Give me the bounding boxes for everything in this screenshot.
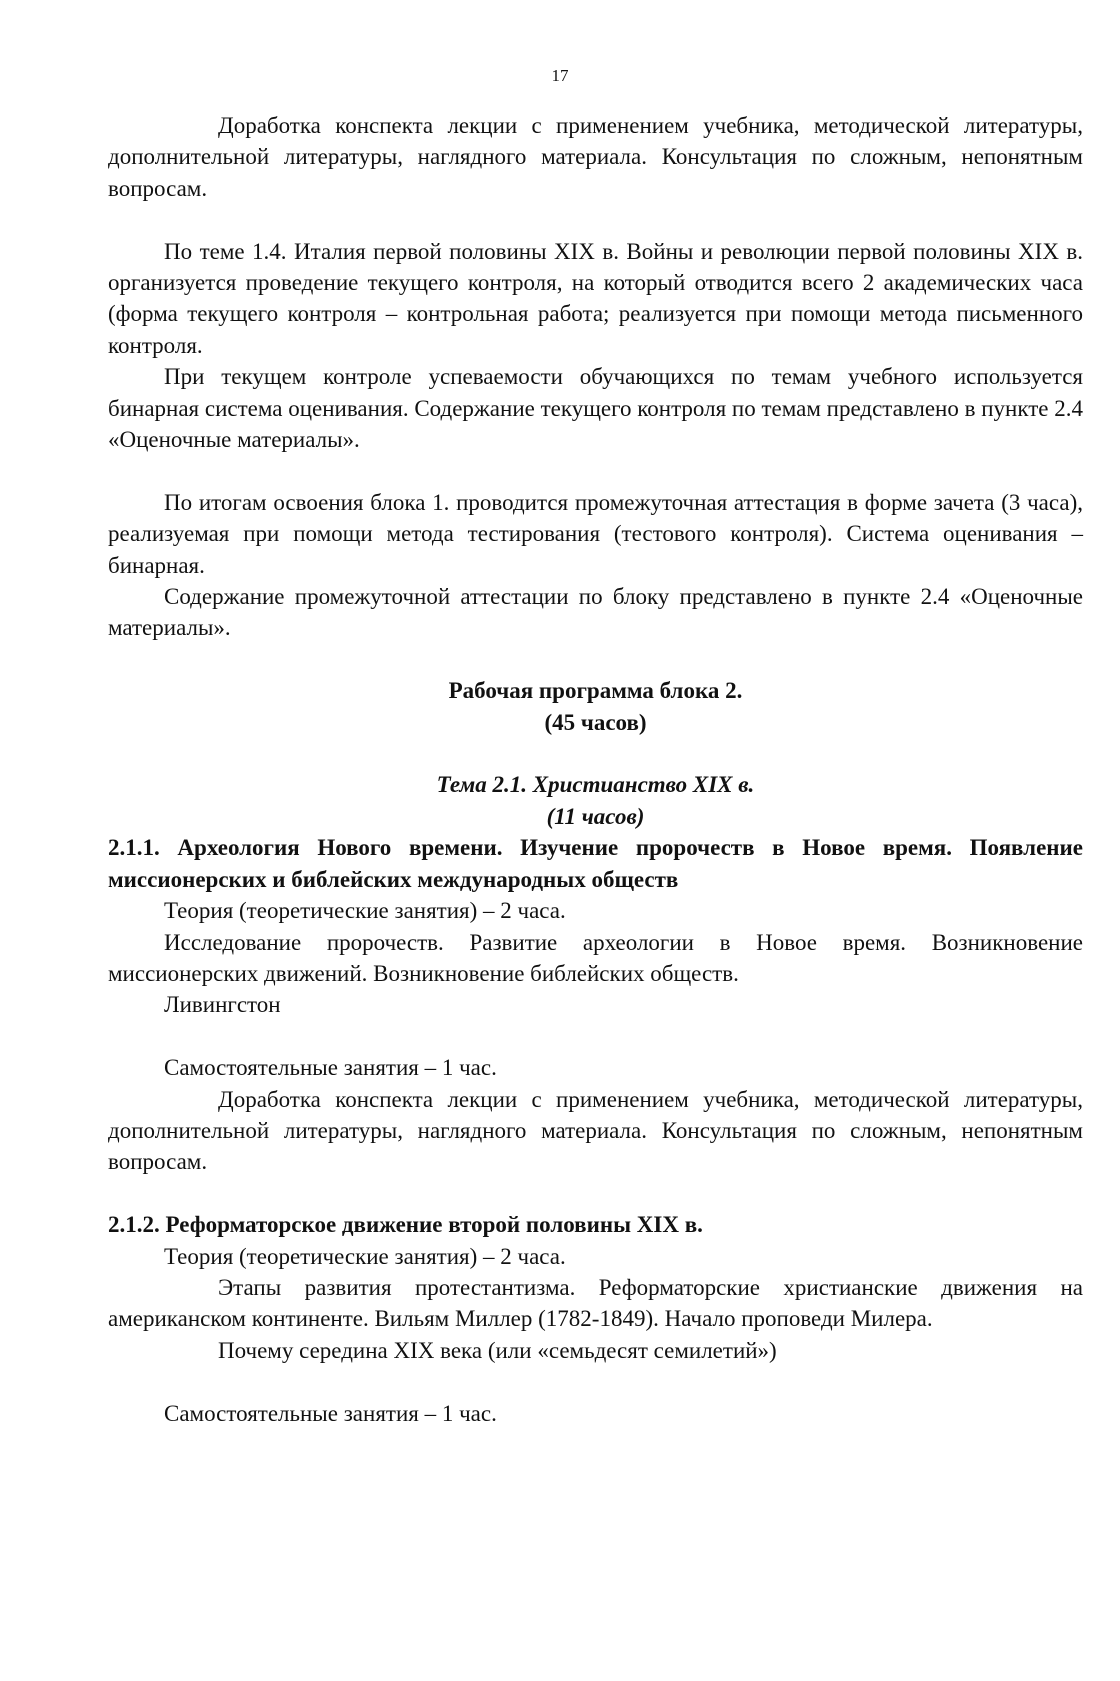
section-heading-2-1-1: 2.1.1. Археология Нового времени. Изучение пророчеств в Новое время. Появление миссионерских и библейских международных обществ: [108, 835, 1083, 892]
block-hours: (45 часов): [544, 709, 647, 735]
spacer: [108, 1021, 1083, 1052]
theme-hours: (11 часов): [546, 803, 645, 829]
theory-hours-2: Теория (теоретические занятия) – 2 часа.: [164, 1243, 566, 1269]
spacer: [108, 1366, 1083, 1397]
paragraph-lecture-rework-2: Доработка конспекта лекции с применением учебника, методической литературы, дополнительной литературы, наглядного материала. Консультация по сложным, непонятным вопросам.: [108, 1086, 1083, 1175]
theory-hours-1: Теория (теоретические занятия) – 2 часа.: [164, 898, 566, 924]
spacer: [108, 204, 1083, 235]
paragraph-interim-attestation: По итогам освоения блока 1. проводится промежуточная аттестация в форме зачета (3 часа), реализуемая при помощи метода тестирования (тестового контроля). Система оценивания – бинарная.: [108, 489, 1083, 578]
paragraph-mid-century: Почему середина XIX века (или «семьдесят семилетий»): [218, 1337, 777, 1363]
theme-title: Тема 2.1. Христианство XIX в.: [436, 772, 755, 798]
spacer: [108, 644, 1083, 675]
paragraph-prophecy-research: Исследование пророчеств. Развитие археологии в Новое время. Возникновение миссионерских движений. Возникновение библейских обществ.: [108, 929, 1083, 986]
paragraph-livingstone: Ливингстон: [164, 992, 281, 1018]
spacer: [108, 738, 1083, 769]
paragraph-lecture-rework-1: Доработка конспекта лекции с применением учебника, методической литературы, дополнительной литературы, наглядного материала. Консультация по сложным, непонятным вопросам.: [108, 113, 1083, 201]
paragraph-protestantism: Этапы развития протестантизма. Реформаторские христианские движения на американском континенте. Вильям Миллер (1782-1849). Начало проповеди Милера.: [108, 1274, 1083, 1332]
paragraph-grading-system: При текущем контроле успеваемости обучающихся по темам учебного используется бинарная система оценивания. Содержание текущего контроля по темам представлено в пункте 2.4 «Оценочные материалы».: [108, 364, 1083, 453]
self-study-hours-1: Самостоятельные занятия – 1 час.: [164, 1055, 497, 1081]
block-title: Рабочая программа блока 2.: [448, 678, 743, 704]
paragraph-current-control: По теме 1.4. Италия первой половины XIX в. Войны и революции первой половины XIX в. организуется проведение текущего контроля, на который отводится всего 2 академических часа (форма текущего контроля – контрольная работа; реализуется при помощи метода письменного контроля.: [108, 238, 1083, 358]
self-study-hours-2: Самостоятельные занятия – 1 час.: [164, 1400, 497, 1426]
paragraph-attestation-content: Содержание промежуточной аттестации по блоку представлено в пункте 2.4 «Оценочные материалы».: [108, 584, 1083, 641]
section-heading-2-1-2: 2.1.2. Реформаторское движение второй половины XIX в.: [108, 1212, 703, 1238]
spacer: [108, 455, 1083, 486]
spacer: [108, 1178, 1083, 1209]
page-body: [108, 110, 1083, 1429]
page-number: 17: [551, 66, 569, 85]
